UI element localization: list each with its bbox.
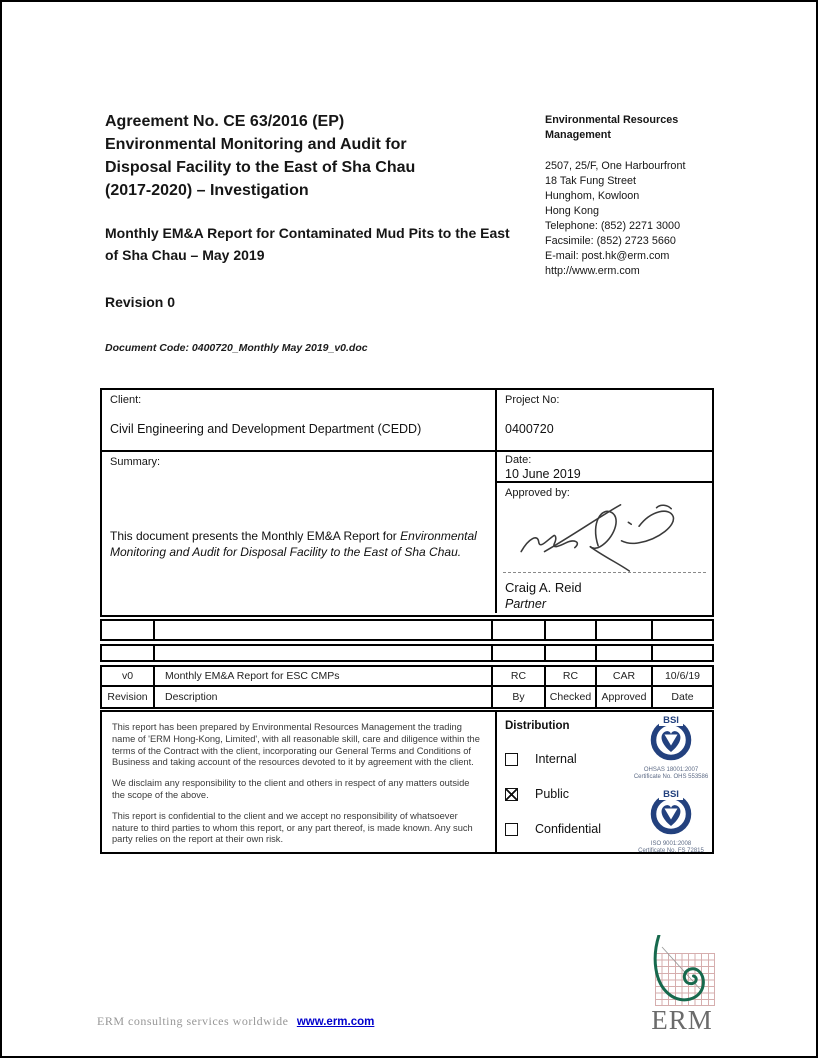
address-line: Facsimile: (852) 2723 5660 [545, 235, 676, 247]
table-cell [653, 646, 712, 660]
address-line: Hong Kong [545, 205, 600, 217]
signature-image [505, 497, 701, 573]
certification-text: ISO 9001:2008 [650, 841, 692, 847]
table-cell [493, 646, 546, 660]
table-cell [546, 646, 597, 660]
summary-text: This document presents the Monthly EM&A Report for Environmental Monitoring and Audit for Disposal Facility to the East of Sha Chau. [110, 529, 477, 559]
checkbox-label: Public [535, 787, 570, 801]
address-line: Hunghom, Kowloon [545, 190, 640, 202]
title-line: Disposal Facility to the East of Sha Chau [105, 159, 416, 176]
distribution-cell [497, 712, 712, 852]
column-header: Date [671, 691, 694, 703]
revision-cell: v0 [102, 667, 155, 685]
approver-name: Craig A. Reid [505, 580, 582, 595]
client-label: Client: [110, 394, 142, 406]
project-no-value: 0400720 [505, 422, 554, 436]
date-value: 10 June 2019 [505, 467, 581, 481]
table-cell [155, 646, 493, 660]
approved-by-label: Approved by: [505, 487, 570, 499]
company-address-block [545, 113, 725, 279]
disclaimer-distribution-table [100, 710, 714, 854]
client-cell [102, 390, 497, 450]
address-line: Telephone: (852) 2271 3000 [545, 220, 681, 232]
date-approved-column [497, 452, 712, 613]
signature-line [503, 572, 706, 573]
approver-title: Partner [505, 597, 546, 611]
checkbox-label: Internal [535, 752, 577, 766]
certification-text: Certificate No. OHS 553586 [633, 774, 709, 780]
public-checkbox[interactable] [505, 788, 518, 801]
revision-header-row [102, 687, 712, 707]
date-cell [497, 452, 712, 483]
company-name: Environmental Resources Management [545, 114, 679, 141]
erm-wordmark: ERM [651, 1005, 713, 1035]
revision-blank-row [100, 644, 714, 662]
table-cell [102, 621, 155, 639]
table-cell [155, 621, 493, 639]
internal-checkbox[interactable] [505, 753, 518, 766]
table-cell [493, 621, 546, 639]
svg-text:BSI: BSI [663, 789, 679, 800]
revision-data-header [100, 665, 714, 709]
table-cell [102, 646, 155, 660]
company-address [545, 159, 725, 279]
title-line: Environmental Monitoring and Audit for [105, 136, 407, 153]
revision-number: Revision 0 [105, 294, 176, 310]
summary-row [102, 452, 712, 613]
table-cell [597, 646, 653, 660]
approved-cell: CAR [597, 667, 653, 685]
checkbox-label: Confidential [535, 822, 602, 836]
address-line: 18 Tak Fung Street [545, 175, 637, 187]
column-header: Approved [597, 687, 653, 707]
by-cell: RC [493, 667, 546, 685]
report-subtitle: Monthly EM&A Report for Contaminated Mud Pits to the East of Sha Chau – May 2019 [105, 225, 510, 263]
disclaimer-cell [102, 712, 497, 852]
svg-text:BSI: BSI [663, 715, 679, 726]
address-line: 2507, 25/F, One Harbourfront [545, 160, 686, 172]
confidential-checkbox[interactable] [505, 823, 518, 836]
table-cell [597, 621, 653, 639]
document-code: Document Code: 0400720_Monthly May 2019_v0.doc [105, 342, 368, 354]
info-table [100, 388, 714, 617]
title-block [105, 110, 545, 354]
revision-data-row [102, 667, 712, 687]
title-line: (2017-2020) – Investigation [105, 182, 309, 199]
column-header: Revision [102, 687, 155, 707]
client-row [102, 390, 712, 452]
bsi-certification-badge [633, 788, 709, 855]
disclaimer-paragraph: This report has been prepared by Environmental Resources Management the trading name of 'ERM Hong-Kong, Limited', with all reasonable skill, care and diligence within the terms of the Contract with the client, incorporating our General Terms and Conditions of Business and taking account of the resources devoted to it by agreement with the client. [112, 722, 480, 768]
column-header: Description [155, 687, 493, 707]
project-no-cell [497, 390, 712, 450]
column-header: By [493, 687, 546, 707]
distribution-option-1 [505, 787, 569, 801]
summary-label: Summary: [110, 456, 161, 468]
erm-logo [642, 935, 722, 1035]
client-value: Civil Engineering and Development Department (CEDD) [110, 422, 422, 436]
bsi-logo-icon [646, 788, 696, 836]
date-label: Date: [505, 454, 532, 466]
summary-cell [102, 452, 497, 613]
table-cell [546, 621, 597, 639]
disclaimer-paragraph: This report is confidential to the client and we accept no responsibility of whatsoever nature to third parties to whom this report, or any part thereof, is made known. Any such party relies on the report at their own risk. [112, 810, 473, 845]
bsi-logo-icon [646, 714, 696, 762]
distribution-option-0 [505, 752, 577, 766]
project-no-label: Project No: [505, 394, 560, 406]
erm-website-link[interactable]: www.erm.com [296, 1016, 375, 1028]
revision-table [100, 619, 714, 709]
footer [97, 1014, 374, 1029]
approved-by-cell [497, 483, 712, 613]
address-line: E-mail: post.hk@erm.com [545, 250, 670, 262]
column-header: Checked [546, 687, 597, 707]
address-line: http://www.erm.com [545, 265, 640, 277]
checked-cell: RC [546, 667, 597, 685]
table-cell [653, 621, 712, 639]
certification-text: OHSAS 18001:2007 [643, 767, 699, 773]
distribution-option-2 [505, 822, 601, 836]
revision-blank-row [100, 619, 714, 641]
date-cell: 10/6/19 [664, 670, 701, 682]
disclaimer-paragraph: We disclaim any responsibility to the client and others in respect of any matters outside the scope of the above. [112, 778, 470, 800]
page-title [105, 110, 545, 202]
description-cell: Monthly EM&A Report for ESC CMPs [155, 667, 493, 685]
footer-tagline: ERM consulting services worldwide [97, 1014, 289, 1028]
bsi-certification-badge [633, 714, 709, 781]
distribution-label: Distribution [505, 720, 570, 732]
erm-fern-icon [642, 935, 722, 1010]
title-line: Agreement No. CE 63/2016 (EP) [105, 113, 345, 130]
certification-text: Certificate No. FS 72815 [638, 848, 704, 854]
